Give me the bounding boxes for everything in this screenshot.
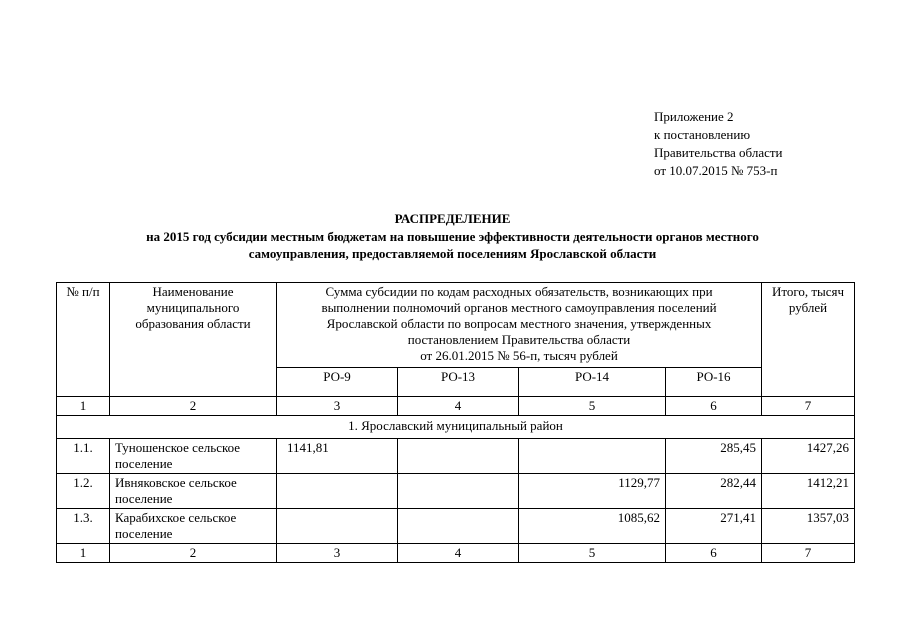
column-number: 1 (57, 397, 110, 416)
section-row (57, 416, 855, 439)
appendix-line: к постановлению (654, 127, 751, 142)
appendix-line: Приложение 2 (654, 109, 734, 124)
row-ro14: 1085,62 (519, 509, 666, 544)
header-sum (277, 283, 762, 368)
column-number: 7 (762, 397, 855, 416)
footer-number: 1 (57, 544, 110, 563)
header-sum-line: Сумма субсидии по кодам расходных обязательств, возникающих при (325, 284, 713, 299)
title-subtitle-line: на 2015 год субсидии местным бюджетам на повышение эффективности деятельности органов местного (146, 229, 759, 244)
header-name (110, 283, 277, 397)
row-ro16: 282,44 (666, 474, 762, 509)
footer-number: 7 (762, 544, 855, 563)
row-num: 1.3. (57, 509, 110, 544)
row-ro14 (519, 439, 666, 474)
row-ro9: 1141,81 (277, 439, 398, 474)
row-num: 1.2. (57, 474, 110, 509)
footer-number: 6 (666, 544, 762, 563)
appendix-line: от 10.07.2015 № 753-п (654, 163, 778, 178)
header-num-label: № п/п (66, 284, 100, 299)
row-ro13 (398, 474, 519, 509)
row-name: Карабихское сельское поселение (110, 509, 277, 544)
footer-number: 2 (110, 544, 277, 563)
row-ro13 (398, 439, 519, 474)
header-code-ro16: РО-16 (666, 368, 762, 397)
row-name: Туношенское сельское поселение (110, 439, 277, 474)
header-code-ro14: РО-14 (519, 368, 666, 397)
title-heading: РАСПРЕДЕЛЕНИЕ (394, 211, 511, 226)
footer-number: 4 (398, 544, 519, 563)
header-sum-line: выполнении полномочий органов местного самоуправления поселений (321, 300, 717, 315)
row-ro13 (398, 509, 519, 544)
column-number: 5 (519, 397, 666, 416)
row-name: Ивняковское сельское поселение (110, 474, 277, 509)
table-row (57, 439, 855, 474)
header-num (57, 283, 110, 397)
header-name-label: Наименование муниципального образования области (135, 284, 251, 331)
table-row (57, 474, 855, 509)
distribution-table (56, 282, 855, 563)
header-row (57, 283, 855, 368)
footer-number: 3 (277, 544, 398, 563)
row-ro14: 1129,77 (519, 474, 666, 509)
row-total: 1357,03 (762, 509, 855, 544)
appendix-line: Правительства области (654, 145, 783, 160)
header-code-ro13: РО-13 (398, 368, 519, 397)
row-total: 1412,21 (762, 474, 855, 509)
header-sum-line: Ярославской области по вопросам местного значения, утвержденных (326, 316, 712, 331)
row-ro16: 271,41 (666, 509, 762, 544)
appendix-note (654, 108, 783, 180)
header-sum-line: от 26.01.2015 № 56-п, тысяч рублей (420, 348, 618, 363)
section-title: 1. Ярославский муниципальный район (57, 416, 855, 439)
row-ro9 (277, 474, 398, 509)
footer-number-row (57, 544, 855, 563)
row-total: 1427,26 (762, 439, 855, 474)
header-code-ro9: РО-9 (277, 368, 398, 397)
title-subtitle-line: самоуправления, предоставляемой поселениям Ярославской области (248, 246, 657, 261)
row-ro16: 285,45 (666, 439, 762, 474)
footer-number: 5 (519, 544, 666, 563)
column-number: 6 (666, 397, 762, 416)
header-total (762, 283, 855, 397)
document-title (40, 210, 865, 262)
column-number: 3 (277, 397, 398, 416)
row-num: 1.1. (57, 439, 110, 474)
header-total-label: Итого, тысяч рублей (771, 284, 845, 315)
row-ro9 (277, 509, 398, 544)
header-sum-line: постановлением Правительства области (407, 332, 631, 347)
column-number: 4 (398, 397, 519, 416)
column-number: 2 (110, 397, 277, 416)
column-number-row (57, 397, 855, 416)
table-row (57, 509, 855, 544)
